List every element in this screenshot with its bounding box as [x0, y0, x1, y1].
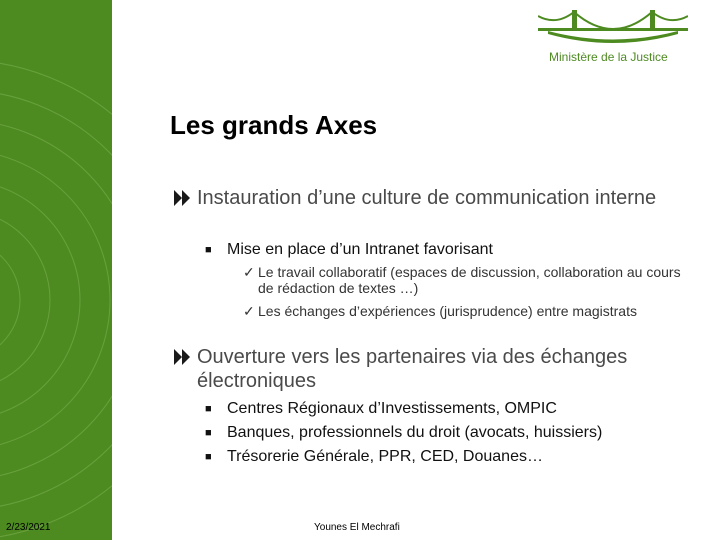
footer-author: Younes El Mechrafi [314, 522, 400, 533]
left-decorative-band [0, 0, 112, 540]
list-item-text: Trésorerie Générale, PPR, CED, Douanes… [227, 448, 543, 465]
checkmark-icon: ✓ [243, 303, 255, 319]
slide-title: Les grands Axes [170, 110, 378, 140]
footer-date: 2/23/2021 [6, 522, 51, 533]
list-item-text: Mise en place d’un Intranet favorisant [227, 241, 493, 258]
square-bullet-icon: ■ [205, 244, 212, 256]
list-item-text: Centres Régionaux d’Investissements, OMPIC [227, 400, 557, 417]
square-bullet-icon: ■ [205, 451, 212, 463]
double-arrow-icon [172, 347, 192, 367]
sub-list-item-text: Le travail collaboratif (espaces de discussion, collaboration au cours de rédaction de textes …) [258, 264, 681, 296]
sub-list-item-text: Les échanges d’expériences (jurisprudence) entre magistrats [258, 303, 637, 319]
logo-text: Ministère de la Justice [549, 50, 668, 64]
square-bullet-icon: ■ [205, 427, 212, 439]
section-heading-text: Ouverture vers les partenaires via des échanges électroniques [197, 346, 628, 392]
checkmark-icon: ✓ [243, 264, 255, 280]
concentric-arcs-decoration [0, 0, 112, 540]
section-heading-text: Instauration d’une culture de communication interne [197, 187, 657, 209]
list-item-text: Banques, professionnels du droit (avocats, huissiers) [227, 424, 603, 441]
double-arrow-icon [172, 188, 192, 208]
square-bullet-icon: ■ [205, 403, 212, 415]
